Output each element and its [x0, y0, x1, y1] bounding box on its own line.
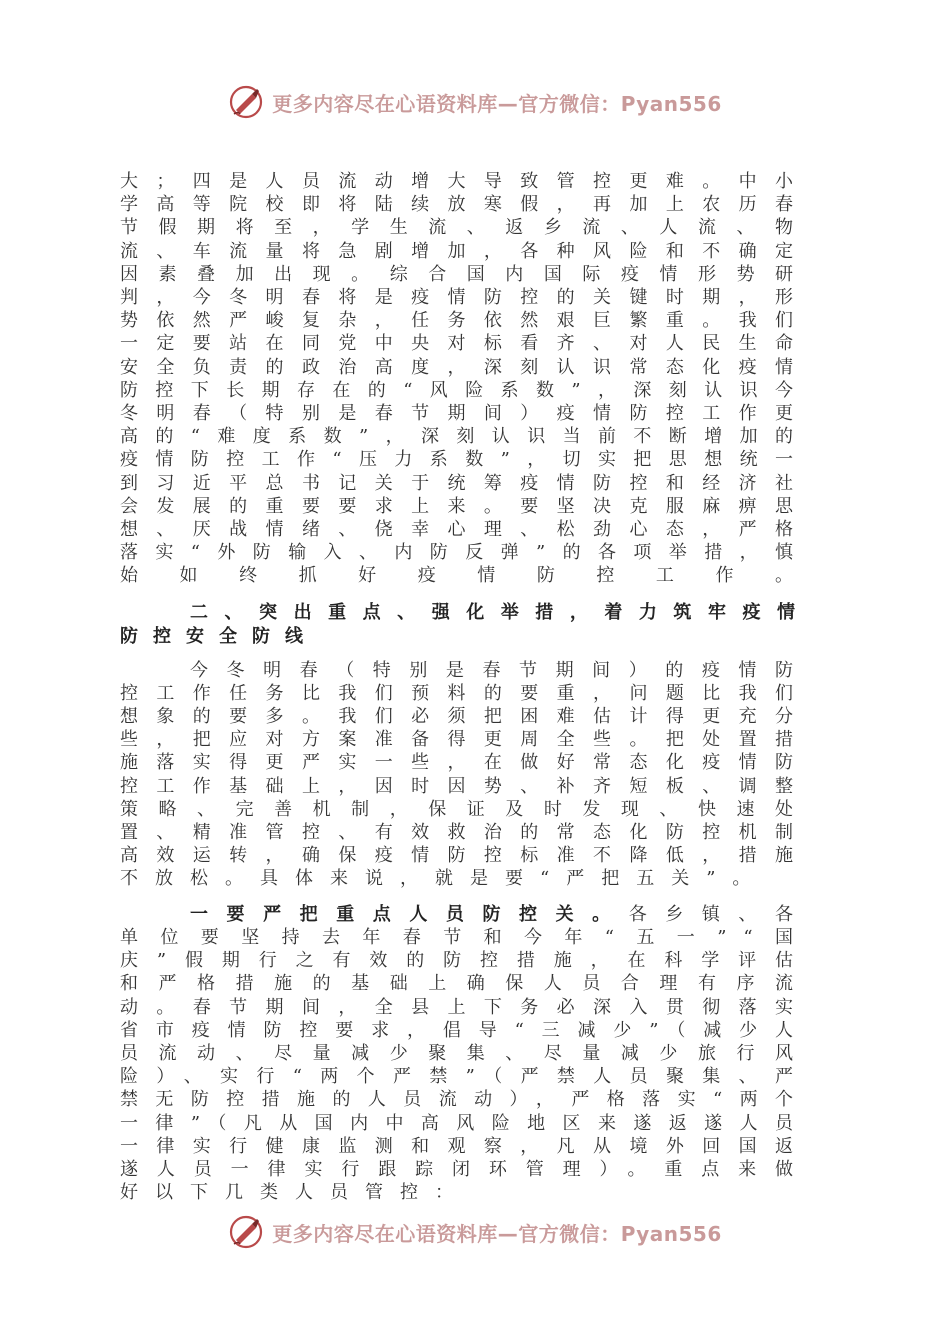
watermark-text: 更多内容尽在心语资料库—官方微信：Pyan556 — [272, 91, 722, 116]
section-heading-2: 二、突出重点、强化举措，着力筑牢疫情防控安全防线 — [120, 601, 810, 647]
brush-logo-icon — [228, 84, 264, 120]
paragraph-3-lead: 一要严把重点人员防控关。 — [190, 903, 629, 925]
paragraph-1: 大；四是人员流动增大导致管控更难。中小学高等院校即将陆续放寒假，再加上农历春节假期将至，学生流、返乡流、人流、物流、车流量将急剧增加，各种风险和不确定因素叠加出现。综合国内国际疫情形势研判，今冬明春将是疫情防控的关键时期，形势依然严峻复杂，任务依然艰巨繁重。我们一定要站在同党中央对标看齐、对人民生命安全负责的政治高度，深刻认识常态化疫情防控下长期存在的“风险系数”，深刻认识今冬明春（特别是春节期间）疫情防控工作更高的“难度系数”，深刻认识当前不断增加的疫情防控工作“压力系数”，切实把思想统一到习近平总书记关于统筹疫情防控和经济社会发展的重要要求上来。要坚决克服麻痹思想、厌战情绪、侥幸心理、松劲心态，严格落实“外防输入、内防反弹”的各项举措，慎始如终抓好疫情防控工作。 — [120, 171, 810, 587]
paragraph-3: 一要严把重点人员防控关。各乡镇、各单位要坚持去年春节和今年“五一”“国庆”假期行之有效的防控措施，在科学评估和严格措施的基础上确保人员合理有序流动。春节期间，全县上下务必深入贯彻落实省市疫情防控要求，倡导“三减少”（减少人员流动、尽量减少聚集、尽量减少旅行风险）、实行“两个严禁”（严禁人员聚集、严禁无防控措施的人员流动），严格落实“两个一律”（凡从国内中高风险地区来遂返遂人员一律实行健康监测和观察，凡从境外回国返遂人员一律实行跟踪闭环管理）。重点来做好以下几类人员管控： — [120, 903, 810, 1204]
brush-logo-icon — [228, 1214, 264, 1250]
document-body — [120, 170, 810, 1204]
watermark-banner-bottom — [0, 1212, 950, 1252]
watermark-text: 更多内容尽在心语资料库—官方微信：Pyan556 — [272, 1221, 722, 1246]
watermark-banner-top — [0, 82, 950, 122]
paragraph-2: 今冬明春（特别是春节期间）的疫情防控工作任务比我们预料的要重，问题比我们想象的要多。我们必须把困难估计得更充分些，把应对方案准备得更周全些。把处置措施落实得更严实一些，在做好常态化疫情防控工作基础上，因时因势、补齐短板、调整策略、完善机制，保证及时发现、快速处置、精准管控、有效救治的常态化防控机制高效运转，确保疫情防控标准不降低，措施不放松。具体来说，就是要“严把五关”。 — [120, 659, 810, 890]
